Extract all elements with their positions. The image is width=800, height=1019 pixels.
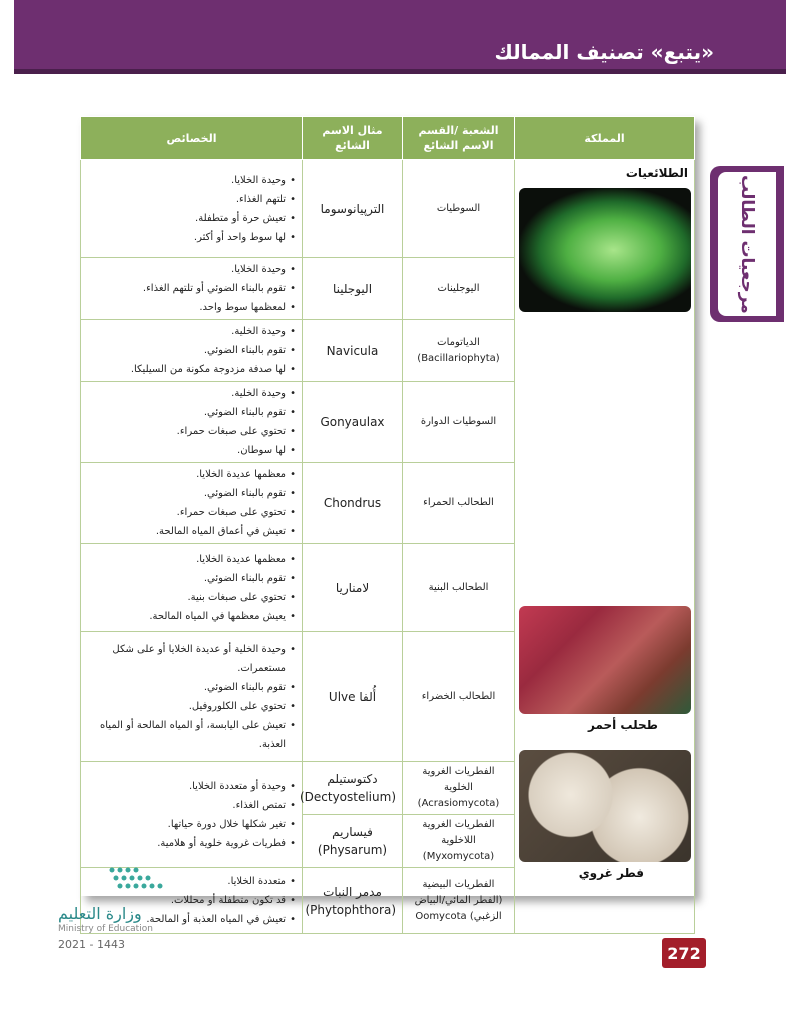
kingdom-cell [515,160,695,934]
classification-table [80,116,695,934]
phylum-cell: الطحالب الحمراء [403,463,515,544]
phylum-cell: الفطريات الغروية الخلوية (Acrasiomycota) [403,762,515,815]
phylum-cell: السوطيات الدوارة [403,382,515,463]
features-cell [81,463,303,544]
header-kingdom: المملكة [515,117,695,160]
page-title: «يتبع» تصنيف الممالك [494,40,714,64]
feature-item: • وحيدة الخلية. [87,384,296,403]
phylum-cell: الطحالب الخضراء [403,632,515,762]
feature-item: • لمعظمها سوط واحد. [87,298,296,317]
logo-year: 2021 - 1443 [58,938,125,951]
feature-item: • تحتوي على الكلوروفيل. [87,697,296,716]
feature-item: • تعيش في أعماق المياه المالحة. [87,522,296,541]
feature-item: • وحيدة الخلية أو عديدة الخلايا أو على شكل مستعمرات. [87,640,296,678]
phylum-cell: السوطيات [403,160,515,258]
red-algae-image [519,606,691,714]
features-cell [81,762,303,868]
side-tab-label: مرجعيات الطالب [737,174,757,314]
features-cell [81,258,303,320]
table-row [81,160,695,258]
feature-item: • تمتص الغذاء. [87,796,296,815]
header-phylum: الشعبة /القسم الاسم الشائع [403,117,515,160]
feature-item: • تعيش حرة أو متطفلة. [87,209,296,228]
feature-item: • تقوم بالبناء الضوئي أو تلتهم الغذاء. [87,279,296,298]
features-cell [81,160,303,258]
feature-item: • تحتوي على صبغات حمراء. [87,422,296,441]
feature-item: • تغير شكلها خلال دورة حياتها. [87,815,296,834]
phylum-cell: الطحالب البنية [403,544,515,632]
feature-item: • تلتهم الغذاء. [87,190,296,209]
example-cell: Navicula [303,320,403,382]
feature-item: • تقوم بالبناء الضوئي. [87,341,296,360]
feature-item: • وحيدة الخلايا. [87,260,296,279]
slime-mold-image [519,750,691,862]
feature-item: • لها سوطان. [87,441,296,460]
feature-item: • معظمها عديدة الخلايا. [87,465,296,484]
phylum-cell: الفطريات البيضية (الفطر المائي/البياض الزغبي) Oomycota [403,868,515,934]
example-cell: الترپيانوسوما [303,160,403,258]
example-cell: Gonyaulax [303,382,403,463]
logo-english-text: Ministry of Education [58,924,153,934]
feature-item: • قد تكون متطفلة أو محللات. [87,891,296,910]
feature-item: • تقوم بالبناء الضوئي. [87,403,296,422]
diatom-image [519,188,691,312]
feature-item: • تقوم بالبناء الضوئي. [87,569,296,588]
ministry-logo [58,864,178,960]
example-cell: Chondrus [303,463,403,544]
feature-item: • متعددة الخلايا. [87,872,296,891]
feature-item: • تعيش في المياه العذبة أو المالحة. [87,910,296,929]
feature-item: • تقوم بالبناء الضوئي. [87,678,296,697]
feature-item: • لها سوط واحد أو أكثر. [87,228,296,247]
example-cell: فيساريم (Physarum) [303,815,403,868]
example-cell: دكتوستيلم (Dectyostelium) [303,762,403,815]
feature-item: • فطريات غروية خلوية أو هلامية. [87,834,296,853]
side-tab [710,166,784,322]
example-cell: أُلفا Ulve [303,632,403,762]
features-cell [81,632,303,762]
feature-item: • وحيدة الخلايا. [87,171,296,190]
red-algae-caption: طحلب أحمر [587,718,658,732]
table-header-row [81,117,695,160]
feature-item: • تعيش على اليابسة، أو المياه المالحة أو المياه العذبة. [87,716,296,754]
features-cell [81,382,303,463]
features-cell [81,544,303,632]
header-features: الخصائص [81,117,303,160]
phylum-cell: الدياتومات (Bacillariophyta) [403,320,515,382]
feature-item: • يعيش معظمها في المياه المالحة. [87,607,296,626]
feature-item: • تحتوي على صبغات حمراء. [87,503,296,522]
page-header [14,0,786,74]
feature-item: • تقوم بالبناء الضوئي. [87,484,296,503]
page-number: 272 [662,938,706,968]
logo-dots-icon [106,864,178,894]
feature-item: • وحيدة الخلية. [87,322,296,341]
example-cell: اليوجلينا [303,258,403,320]
example-cell: مدمر النبات (Phytophthora) [303,868,403,934]
slime-mold-caption: فطر غروي [578,866,644,880]
feature-item: • تحتوي على صبغات بنية. [87,588,296,607]
feature-item: • لها صدفة مزدوجة مكونة من السيليكا. [87,360,296,379]
kingdom-name: الطلائعيات [625,166,688,180]
logo-arabic-text: وزارة التعليم [58,904,142,923]
features-cell [81,320,303,382]
example-cell: لامناريا [303,544,403,632]
feature-item: • وحيدة أو متعددة الخلايا. [87,777,296,796]
phylum-cell: الفطريات الغروية اللاخلوية (Myxomycota) [403,815,515,868]
feature-item: • معظمها عديدة الخلايا. [87,550,296,569]
header-example: مثال الاسم الشائع [303,117,403,160]
phylum-cell: اليوجلينات [403,258,515,320]
